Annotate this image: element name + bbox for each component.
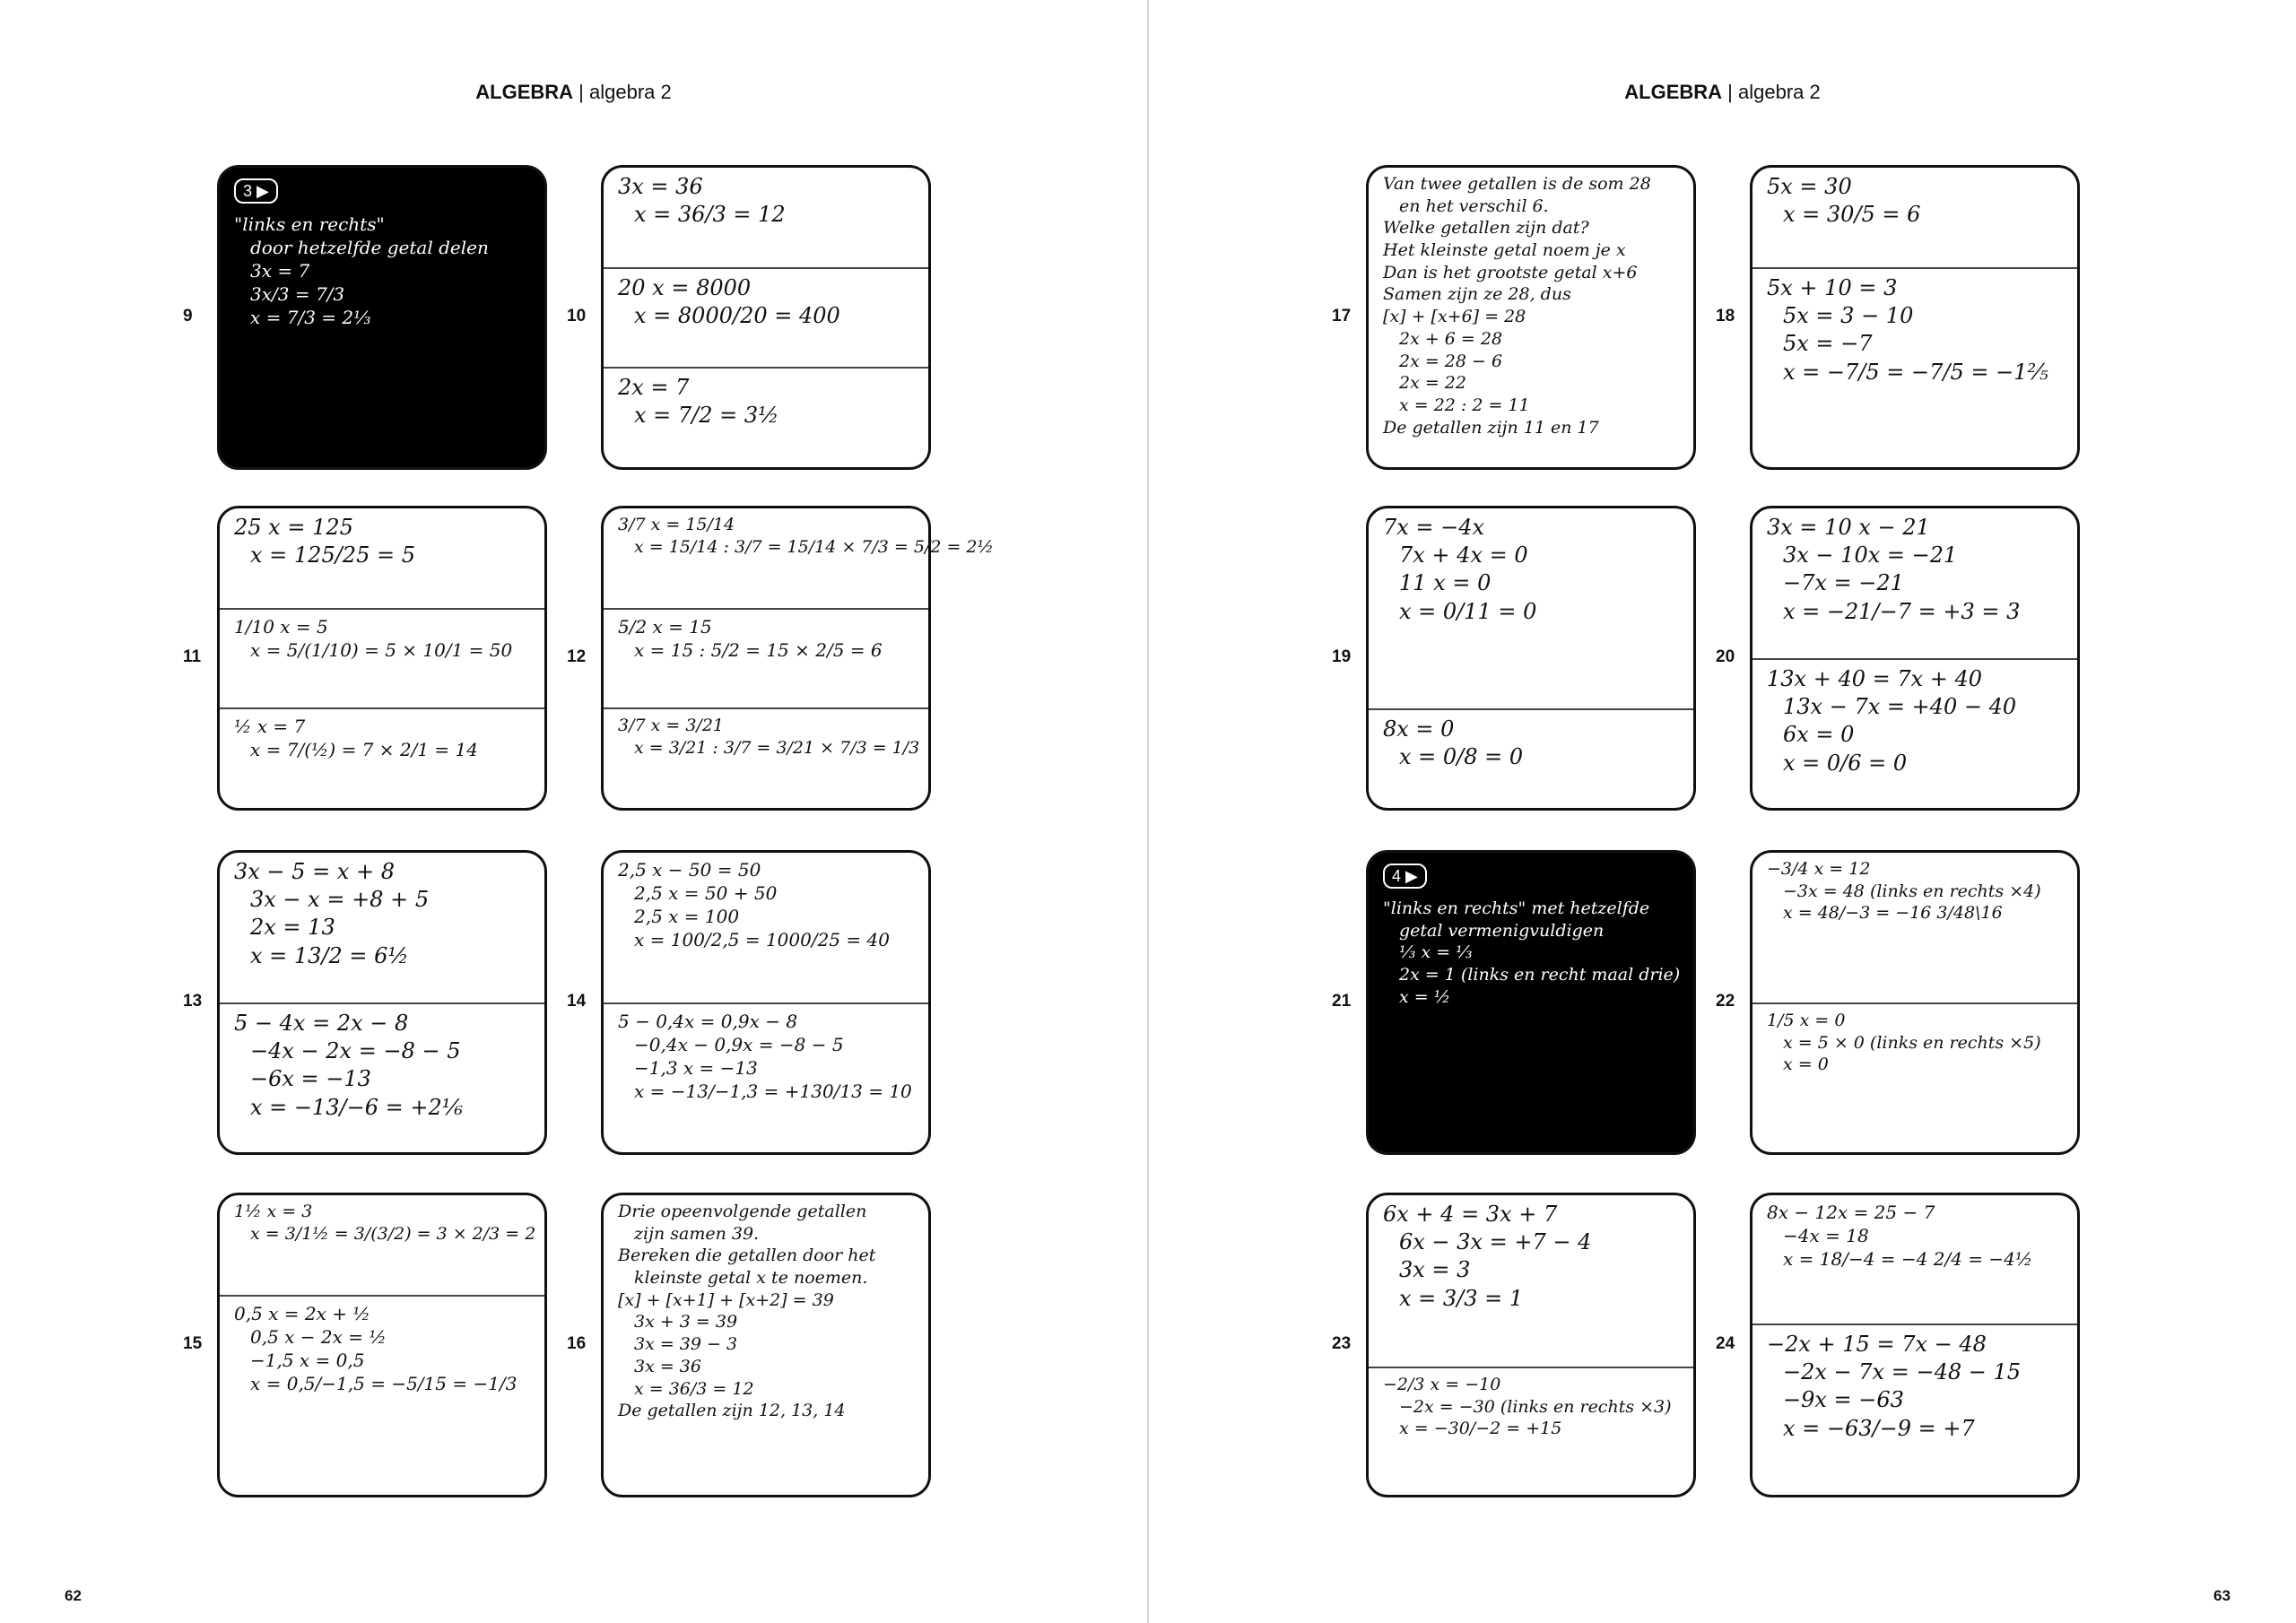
exercise-card (217, 506, 547, 811)
exercise-number: 9 (183, 307, 193, 325)
exercise-card (1366, 506, 1696, 811)
equation-line: Bereken die getallen door het (618, 1245, 876, 1266)
exercise-card (601, 506, 994, 811)
equation-line: x = 0,5/−1,5 = −5/15 = −1/3 (250, 1373, 517, 1394)
exercise-section (604, 508, 994, 608)
exercise-section (220, 853, 544, 1002)
equation-line: x = 15 : 5/2 = 15 × 2/5 = 6 (634, 639, 883, 661)
exercise-section (1752, 1002, 2077, 1152)
equation-line: x = 13/2 = 6½ (250, 942, 409, 968)
equation-line: 2x = 13 (250, 915, 335, 941)
equation-line: 6x = 0 (1783, 722, 1855, 748)
exercise-card (1750, 850, 2080, 1155)
exercise-section (1369, 708, 1693, 808)
equation-line: 5x = 3 − 10 (1783, 303, 1914, 329)
equation-line: −7x = −21 (1783, 570, 1904, 596)
equation-line: 3x = 36 (618, 174, 703, 199)
equation-line: −2x = −30 (links en rechts ×3) (1399, 1396, 1672, 1417)
video-badge[interactable]: 3 ▶ (234, 178, 278, 204)
equation-line: x = −13/−1,3 = +130/13 = 10 (634, 1081, 912, 1102)
equation-line: 3x = 7 (250, 260, 310, 282)
equation-line: 1½ x = 3 (234, 1202, 313, 1221)
equation-line: 0,5 x = 2x + ½ (234, 1303, 370, 1324)
equation-line: 3x/3 = 7/3 (250, 283, 345, 305)
exercise-card (217, 850, 547, 1155)
equation-line: [x] + [x+1] + [x+2] = 39 (618, 1289, 834, 1310)
exercise-section (220, 1295, 544, 1495)
equation-line: x = 0/6 = 0 (1783, 750, 1908, 776)
equation-line: [x] + [x+6] = 28 (1383, 307, 1526, 327)
exercise-number: 10 (567, 307, 587, 325)
equation-line: De getallen zijn 12, 13, 14 (618, 1401, 846, 1421)
exercise-section (1752, 1195, 2077, 1324)
header-topic: algebra 2 (1737, 81, 1821, 103)
exercise-section (604, 1002, 928, 1152)
equation-line: x = 36/3 = 12 (634, 202, 786, 228)
page-number: 63 (2213, 1587, 2231, 1604)
exercise-section (1752, 267, 2077, 467)
equation-line: x = 36/3 = 12 (634, 1378, 754, 1399)
equation-line: getal vermenigvuldigen (1399, 920, 1605, 941)
exercise-section (604, 853, 928, 1002)
equation-line: 6x + 4 = 3x + 7 (1383, 1202, 1558, 1227)
equation-line: zijn samen 39. (634, 1223, 760, 1244)
equation-line: −2x + 15 = 7x − 48 (1767, 1332, 1987, 1357)
exercise-section (1752, 1324, 2077, 1495)
equation-line: x = 7/2 = 3½ (634, 403, 779, 429)
exercise-number: 24 (1716, 1334, 1735, 1353)
equation-line: −4x − 2x = −8 − 5 (250, 1038, 461, 1064)
exercise-card (1750, 1193, 2080, 1497)
exercise-number: 17 (1332, 307, 1352, 325)
equation-line: 8x = 0 (1383, 716, 1455, 742)
left-page (0, 0, 1147, 1623)
equation-line: x = −30/−2 = +15 (1399, 1419, 1562, 1439)
equation-line: 2x + 6 = 28 (1399, 328, 1503, 349)
equation-line: 8x − 12x = 25 − 7 (1767, 1202, 1935, 1223)
exercise-section (220, 168, 544, 467)
exercise-card (601, 850, 931, 1155)
equation-line: x = 3/3 = 1 (1399, 1285, 1524, 1311)
equation-line: x = 5/(1/10) = 5 × 10/1 = 50 (250, 639, 513, 661)
equation-line: 11 x = 0 (1399, 570, 1492, 596)
exercise-number: 12 (567, 647, 587, 666)
exercise-section (1369, 508, 1693, 708)
equation-line: 6x − 3x = +7 − 4 (1399, 1229, 1592, 1255)
equation-line: ⅓ x = ⅓ (1399, 942, 1473, 963)
right-page (1149, 0, 2296, 1623)
equation-line: 3x = 39 − 3 (634, 1334, 738, 1355)
equation-line: 5x = 30 (1767, 174, 1852, 199)
equation-line: 2,5 x − 50 = 50 (618, 859, 761, 881)
equation-line: 3x = 10 x − 21 (1767, 515, 1930, 540)
equation-line: "links en rechts" (234, 213, 385, 235)
equation-line: kleinste getal x te noemen. (634, 1268, 868, 1289)
exercise-card (1750, 506, 2080, 811)
header-separator: | (573, 81, 589, 103)
equation-line: 1/5 x = 0 (1767, 1011, 1846, 1030)
exercise-section (1369, 168, 1693, 467)
equation-line: x = 7/(½) = 7 × 2/1 = 14 (250, 739, 478, 760)
equation-line: x = 30/5 = 6 (1783, 202, 1921, 228)
equation-line: 2x = 28 − 6 (1399, 351, 1503, 371)
page-header (0, 81, 1147, 104)
exercise-card (217, 1193, 547, 1497)
equation-line: 1/10 x = 5 (234, 616, 328, 638)
equation-line: 3x − 5 = x + 8 (234, 859, 395, 884)
exercise-section (604, 707, 928, 807)
equation-line: −4x = 18 (1783, 1225, 1869, 1246)
equation-line: 3x = 36 (634, 1356, 701, 1376)
equation-line: −2x − 7x = −48 − 15 (1783, 1359, 2022, 1385)
equation-line: x = 125/25 = 5 (250, 542, 415, 568)
exercise-section (1752, 508, 2077, 658)
equation-line: 3x − 10x = −21 (1783, 542, 1958, 568)
equation-line: 0,5 x − 2x = ½ (250, 1326, 387, 1348)
exercise-card (1366, 165, 1696, 470)
exercise-number: 14 (567, 992, 587, 1011)
equation-line: 2,5 x = 50 + 50 (634, 882, 778, 904)
page-number: 62 (65, 1587, 82, 1604)
exercise-section (604, 168, 928, 267)
equation-line: x = 0/11 = 0 (1399, 598, 1537, 624)
equation-line: −3x = 48 (links en rechts ×4) (1783, 881, 2041, 901)
equation-line: 5x + 10 = 3 (1767, 275, 1898, 300)
equation-line: 2,5 x = 100 (634, 906, 740, 927)
exercise-section (220, 707, 544, 807)
equation-line: 2x = 7 (618, 375, 690, 400)
exercise-section (1752, 853, 2077, 1002)
exercise-card (217, 165, 547, 470)
equation-line: x = ½ (1399, 986, 1451, 1007)
header-topic: algebra 2 (588, 81, 672, 103)
equation-line: x = 48/−3 = −16 3/48\16 (1783, 903, 2003, 924)
equation-line: x = 8000/20 = 400 (634, 303, 840, 329)
exercise-section (1752, 658, 2077, 808)
equation-line: Welke getallen zijn dat? (1383, 218, 1589, 239)
equation-line: x = −7/5 = −7/5 = −1⅖ (1783, 359, 2048, 385)
exercise-number: 13 (183, 992, 203, 1011)
equation-line: 3x = 3 (1399, 1257, 1471, 1283)
header-subject: ALGEBRA (1624, 81, 1723, 103)
equation-line: Dan is het grootste getal x+6 (1383, 262, 1638, 282)
equation-line: x = −63/−9 = +7 (1783, 1415, 1975, 1441)
equation-line: −9x = −63 (1783, 1387, 1904, 1413)
equation-line: −1,3 x = −13 (634, 1057, 758, 1079)
equation-line: 3/7 x = 15/14 (618, 515, 735, 534)
equation-line: 25 x = 125 (234, 515, 353, 540)
equation-line: x = 3/1½ = 3/(3/2) = 3 × 2/3 = 2 (250, 1223, 536, 1244)
equation-line: 7x = −4x (1383, 515, 1485, 540)
equation-line: Het kleinste getal noem je x (1383, 240, 1626, 261)
equation-line: −1,5 x = 0,5 (250, 1350, 365, 1371)
equation-line: x = 22 : 2 = 11 (1399, 395, 1530, 415)
equation-line: 2x = 1 (links en recht maal drie) (1399, 965, 1681, 985)
equation-line: Van twee getallen is de som 28 (1383, 174, 1651, 194)
exercise-number: 20 (1716, 647, 1735, 666)
exercise-section (604, 608, 928, 707)
exercise-section (220, 508, 544, 608)
equation-line: 5/2 x = 15 (618, 616, 712, 638)
equation-line: 5 − 0,4x = 0,9x − 8 (618, 1011, 798, 1032)
equation-line: x = 18/−4 = −4 2/4 = −4½ (1783, 1248, 2033, 1270)
equation-line: x = 15/14 : 3/7 = 15/14 × 7/3 = 5/2 = 2½ (634, 536, 994, 557)
equation-line: 3/7 x = 3/21 (618, 716, 724, 735)
exercise-section (1369, 853, 1693, 1152)
equation-line: −3/4 x = 12 (1767, 859, 1871, 879)
video-badge[interactable]: 4 ▶ (1383, 864, 1427, 889)
exercise-section (1752, 168, 2077, 267)
exercise-section (1369, 1367, 1693, 1495)
exercise-card (1750, 165, 2080, 470)
equation-line: −2/3 x = −10 (1383, 1375, 1501, 1394)
equation-line: 3x − x = +8 + 5 (250, 887, 430, 913)
exercise-section (220, 608, 544, 707)
equation-line: 5 − 4x = 2x − 8 (234, 1011, 409, 1036)
equation-line: 13x − 7x = +40 − 40 (1783, 694, 2017, 720)
page-header (1149, 81, 2296, 104)
exercise-section (1369, 1195, 1693, 1367)
equation-line: Drie opeenvolgende getallen (618, 1202, 867, 1221)
equation-line: 3x + 3 = 39 (634, 1312, 738, 1332)
equation-line: door hetzelfde getal delen (250, 237, 489, 258)
exercise-number: 16 (567, 1334, 587, 1353)
equation-line: 7x + 4x = 0 (1399, 542, 1528, 568)
equation-line: De getallen zijn 11 en 17 (1383, 417, 1599, 438)
equation-line: x = 7/3 = 2⅓ (250, 307, 371, 328)
equation-line: ½ x = 7 (234, 716, 306, 737)
exercise-number: 23 (1332, 1334, 1352, 1353)
equation-line: x = 5 × 0 (links en rechts ×5) (1783, 1032, 2041, 1053)
exercise-number: 22 (1716, 992, 1735, 1011)
equation-line: x = 0 (1783, 1055, 1829, 1075)
exercise-number: 18 (1716, 307, 1735, 325)
exercise-number: 21 (1332, 992, 1352, 1011)
exercise-number: 15 (183, 1334, 203, 1353)
equation-line: 2x = 22 (1399, 373, 1466, 394)
exercise-section (220, 1002, 544, 1152)
exercise-card (1366, 1193, 1696, 1497)
exercise-section (220, 1195, 544, 1295)
equation-line: en het verschil 6. (1399, 195, 1549, 216)
equation-line: x = 100/2,5 = 1000/25 = 40 (634, 929, 890, 950)
equation-line: x = 0/8 = 0 (1399, 744, 1524, 770)
equation-line: Samen zijn ze 28, dus (1383, 284, 1571, 305)
exercise-number: 11 (183, 647, 202, 666)
equation-line: x = −13/−6 = +2⅙ (250, 1094, 464, 1120)
equation-line: x = 3/21 : 3/7 = 3/21 × 7/3 = 1/3 (634, 737, 920, 758)
exercise-section (604, 267, 928, 367)
exercise-card (601, 165, 931, 470)
equation-line: −6x = −13 (250, 1066, 371, 1092)
equation-line: 13x + 40 = 7x + 40 (1767, 666, 1983, 691)
exercise-card (601, 1193, 931, 1497)
equation-line: 5x = −7 (1783, 331, 1873, 357)
header-separator: | (1722, 81, 1738, 103)
exercise-card (1366, 850, 1696, 1155)
exercise-number: 19 (1332, 647, 1352, 666)
equation-line: 20 x = 8000 (618, 275, 752, 300)
equation-line: "links en rechts" met hetzelfde (1383, 898, 1650, 918)
header-subject: ALGEBRA (475, 81, 574, 103)
equation-line: x = −21/−7 = +3 = 3 (1783, 598, 2021, 624)
exercise-section (604, 1195, 928, 1495)
exercise-section (604, 367, 928, 466)
equation-line: −0,4x − 0,9x = −8 − 5 (634, 1034, 844, 1055)
